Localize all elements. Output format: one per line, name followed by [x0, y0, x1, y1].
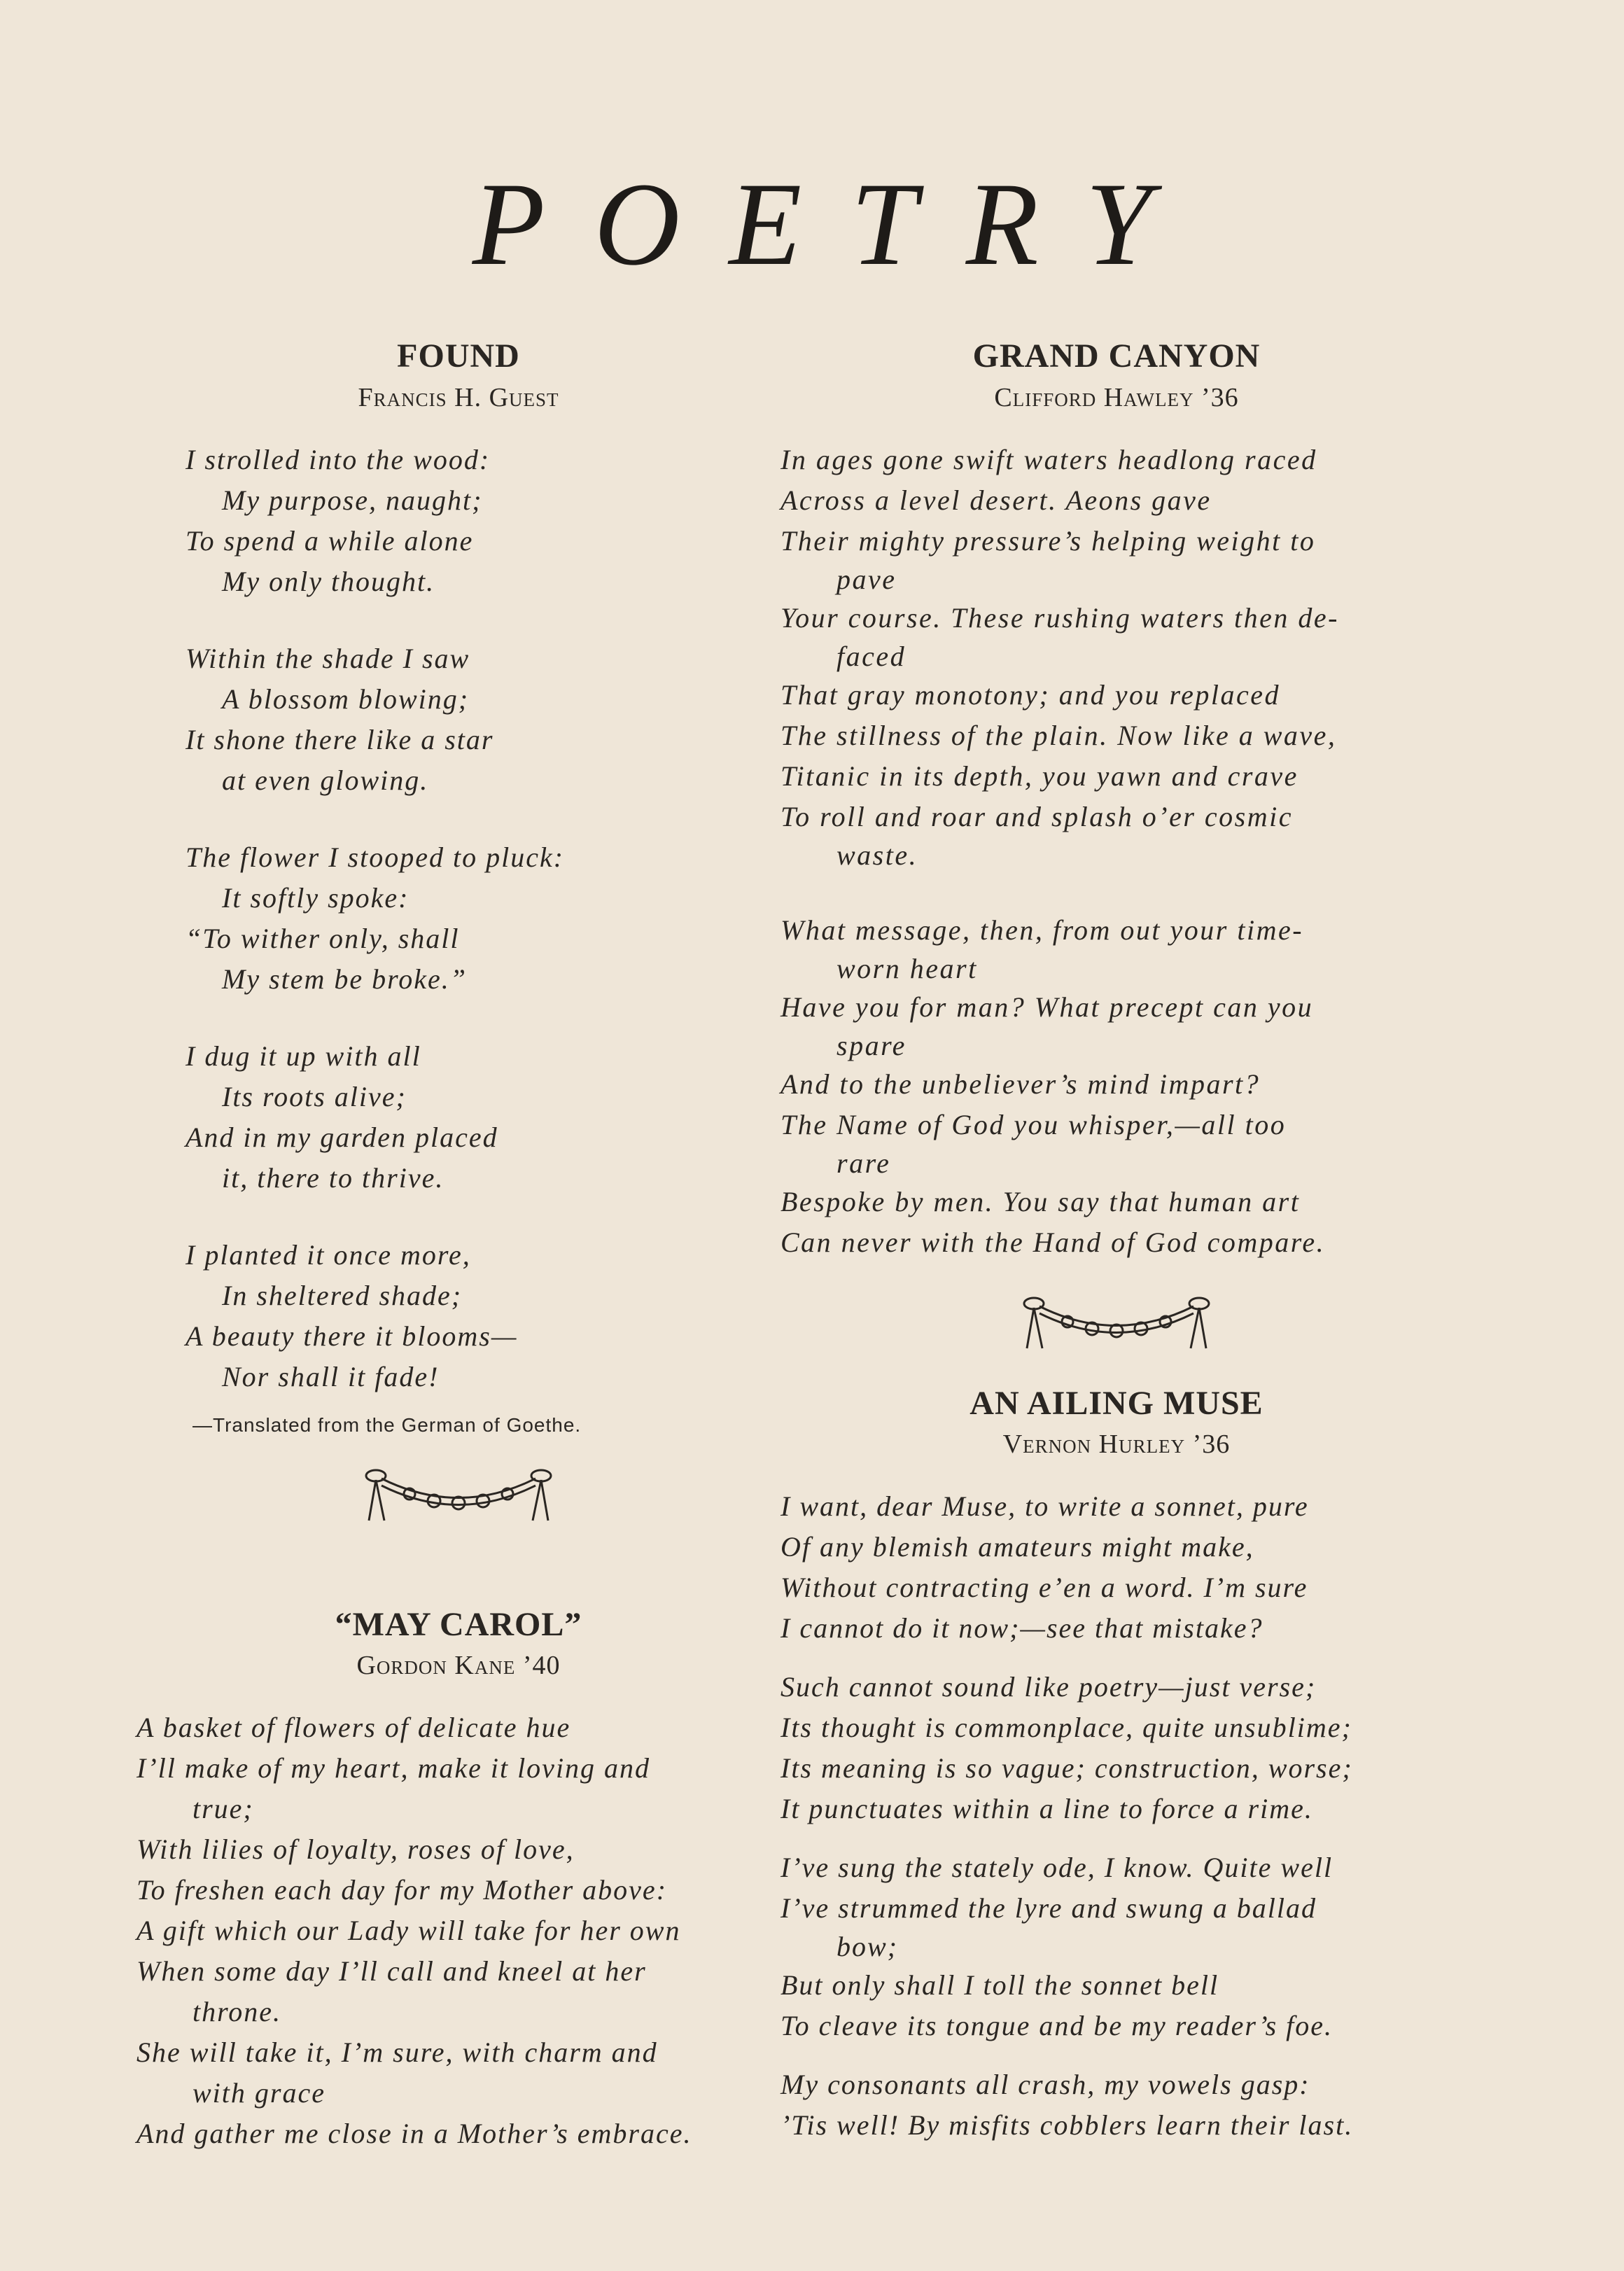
poem-author: Vernon Hurley ’36: [1002, 1430, 1231, 1460]
verse-line: I’ve strummed the lyre and swung a ballad: [780, 1892, 1317, 1924]
verse-line: My only thought.: [222, 565, 435, 597]
verse-line: And to the unbeliever’s mind impart?: [780, 1068, 1261, 1100]
verse-line: Titanic in its depth, you yawn and crave: [780, 760, 1298, 792]
verse-line: It shone there like a star: [186, 723, 494, 755]
verse-line: it, there to thrive.: [222, 1161, 444, 1194]
verse-line: pave: [836, 563, 897, 595]
poem-author: Francis H. Guest: [358, 382, 559, 412]
verse-line: To spend a while alone: [186, 524, 474, 557]
garland-ornament-icon: [1018, 1292, 1214, 1355]
stanza: [780, 1486, 1452, 1649]
verse-line: Their mighty pressure’s helping weight to: [780, 524, 1316, 557]
verse-line: “To wither only, shall: [186, 922, 460, 954]
verse-line: To cleave its tongue and be my reader’s foe.: [780, 2010, 1333, 2042]
verse-line: Its meaning is so vague; construction, worse;: [780, 1752, 1353, 1784]
verse-line: Across a level desert. Aeons gave: [780, 484, 1212, 516]
verse-line: My purpose, naught;: [222, 484, 483, 516]
poem-author: Clifford Hawley ’36: [994, 382, 1239, 412]
verse-line: I cannot do it now;—see that mistake?: [780, 1612, 1264, 1644]
verse-line: Its thought is commonplace, quite unsublime;: [780, 1712, 1352, 1744]
left-column: [136, 336, 780, 2154]
verse-line: I planted it once more,: [186, 1238, 471, 1271]
verse-line: Have you for man? What precept can you: [780, 991, 1314, 1023]
stanza: [780, 1847, 1452, 2046]
verse-line: The Name of God you whisper,—all too: [780, 1108, 1287, 1140]
poem-title: “MAY CAROL”: [335, 1605, 582, 1643]
verse-line: ’Tis well! By misfits cobblers learn their last.: [780, 2109, 1354, 2141]
verse-line: faced: [836, 640, 906, 672]
verse-line: Of any blemish amateurs might make,: [780, 1531, 1254, 1563]
verse-line: A blossom blowing;: [222, 683, 470, 715]
verse-line: That gray monotony; and you replaced: [780, 678, 1280, 711]
stanza: [780, 910, 1452, 1263]
verse-line: I’ve sung the stately ode, I know. Quite well: [780, 1852, 1334, 1884]
verse-line: With lilies of loyalty, roses of love,: [136, 1833, 575, 1866]
verse-line: Within the shade I saw: [186, 642, 470, 674]
verse-line: at even glowing.: [222, 764, 429, 796]
verse-line: with grace: [192, 2077, 326, 2109]
verse-line: To freshen each day for my Mother above:: [136, 1874, 668, 1906]
verse-line: I dug it up with all: [186, 1040, 421, 1072]
verse-line: It softly spoke:: [222, 881, 410, 914]
verse-line: And gather me close in a Mother’s embrace.: [136, 2118, 692, 2150]
verse-line: Its roots alive;: [222, 1080, 407, 1112]
verse-line: When some day I’ll call and kneel at her: [136, 1955, 647, 1987]
verse-line: And in my garden placed: [186, 1121, 498, 1153]
verse-line: In sheltered shade;: [222, 1279, 463, 1311]
verse-line: Your course. These rushing waters then de-: [780, 601, 1339, 634]
verse-line: true;: [192, 1793, 254, 1825]
poem-grand-canyon: [780, 336, 1452, 1263]
stanza: [780, 2064, 1452, 2146]
verse-line: Bespoke by men. You say that human art: [780, 1185, 1301, 1217]
verse-line: Such cannot sound like poetry—just verse;: [780, 1671, 1317, 1703]
verse-line: The stillness of the plain. Now like a wave,: [780, 719, 1337, 751]
verse-line: She will take it, I’m sure, with charm and: [136, 2036, 658, 2069]
verse-line: waste.: [836, 839, 918, 871]
stanza: [186, 837, 780, 1000]
verse-line: My consonants all crash, my vowels gasp:: [780, 2069, 1310, 2101]
garland-ornament-icon: [360, 1465, 556, 1528]
poem-author: Gordon Kane ’40: [356, 1651, 561, 1681]
verse-line: It punctuates within a line to force a rime.: [780, 1793, 1313, 1825]
verse-line: rare: [836, 1147, 891, 1179]
poem-may-carol: [136, 1605, 780, 2155]
stanza: [780, 440, 1452, 874]
verse-line: But only shall I toll the sonnet bell: [780, 1969, 1219, 2001]
right-column: [780, 336, 1452, 2164]
verse-line: What message, then, from out your time-: [780, 914, 1304, 946]
poem-title: GRAND CANYON: [972, 337, 1261, 375]
poem-title: AN AILING MUSE: [969, 1384, 1264, 1422]
verse-line: I want, dear Muse, to write a sonnet, pure: [780, 1490, 1309, 1523]
verse-line: spare: [836, 1029, 906, 1061]
stanza: [186, 1036, 780, 1199]
verse-line: A beauty there it blooms—: [186, 1320, 518, 1352]
verse-line: In ages gone swift waters headlong raced: [780, 443, 1317, 475]
stanza: [186, 1235, 780, 1397]
stanza: [186, 638, 780, 801]
verse-line: Nor shall it fade!: [222, 1360, 440, 1392]
translation-note: —Translated from the German of Goethe.: [192, 1413, 582, 1436]
stanza: [186, 440, 780, 602]
verse-line: To roll and roar and splash o’er cosmic: [780, 800, 1293, 832]
stanza: [780, 1667, 1452, 1829]
poem-ailing-muse: [780, 1383, 1452, 2146]
verse-line: I strolled into the wood:: [186, 443, 491, 475]
verse-line: worn heart: [836, 952, 978, 984]
poem-found: [136, 336, 780, 1437]
verse-line: My stem be broke.”: [222, 963, 467, 995]
verse-line: Without contracting e’en a word. I’m sure: [780, 1572, 1308, 1604]
verse-line: Can never with the Hand of God compare.: [780, 1226, 1326, 1258]
verse-line: A gift which our Lady will take for her own: [136, 1915, 681, 1947]
page-title: POETRY: [472, 158, 1201, 290]
verse-line: I’ll make of my heart, make it loving and: [136, 1752, 651, 1784]
verse-line: A basket of flowers of delicate hue: [136, 1712, 571, 1744]
verse-line: throne.: [192, 1996, 281, 2028]
poem-title: FOUND: [397, 337, 520, 375]
verse-line: The flower I stooped to pluck:: [186, 841, 565, 873]
verse-line: bow;: [836, 1931, 898, 1963]
